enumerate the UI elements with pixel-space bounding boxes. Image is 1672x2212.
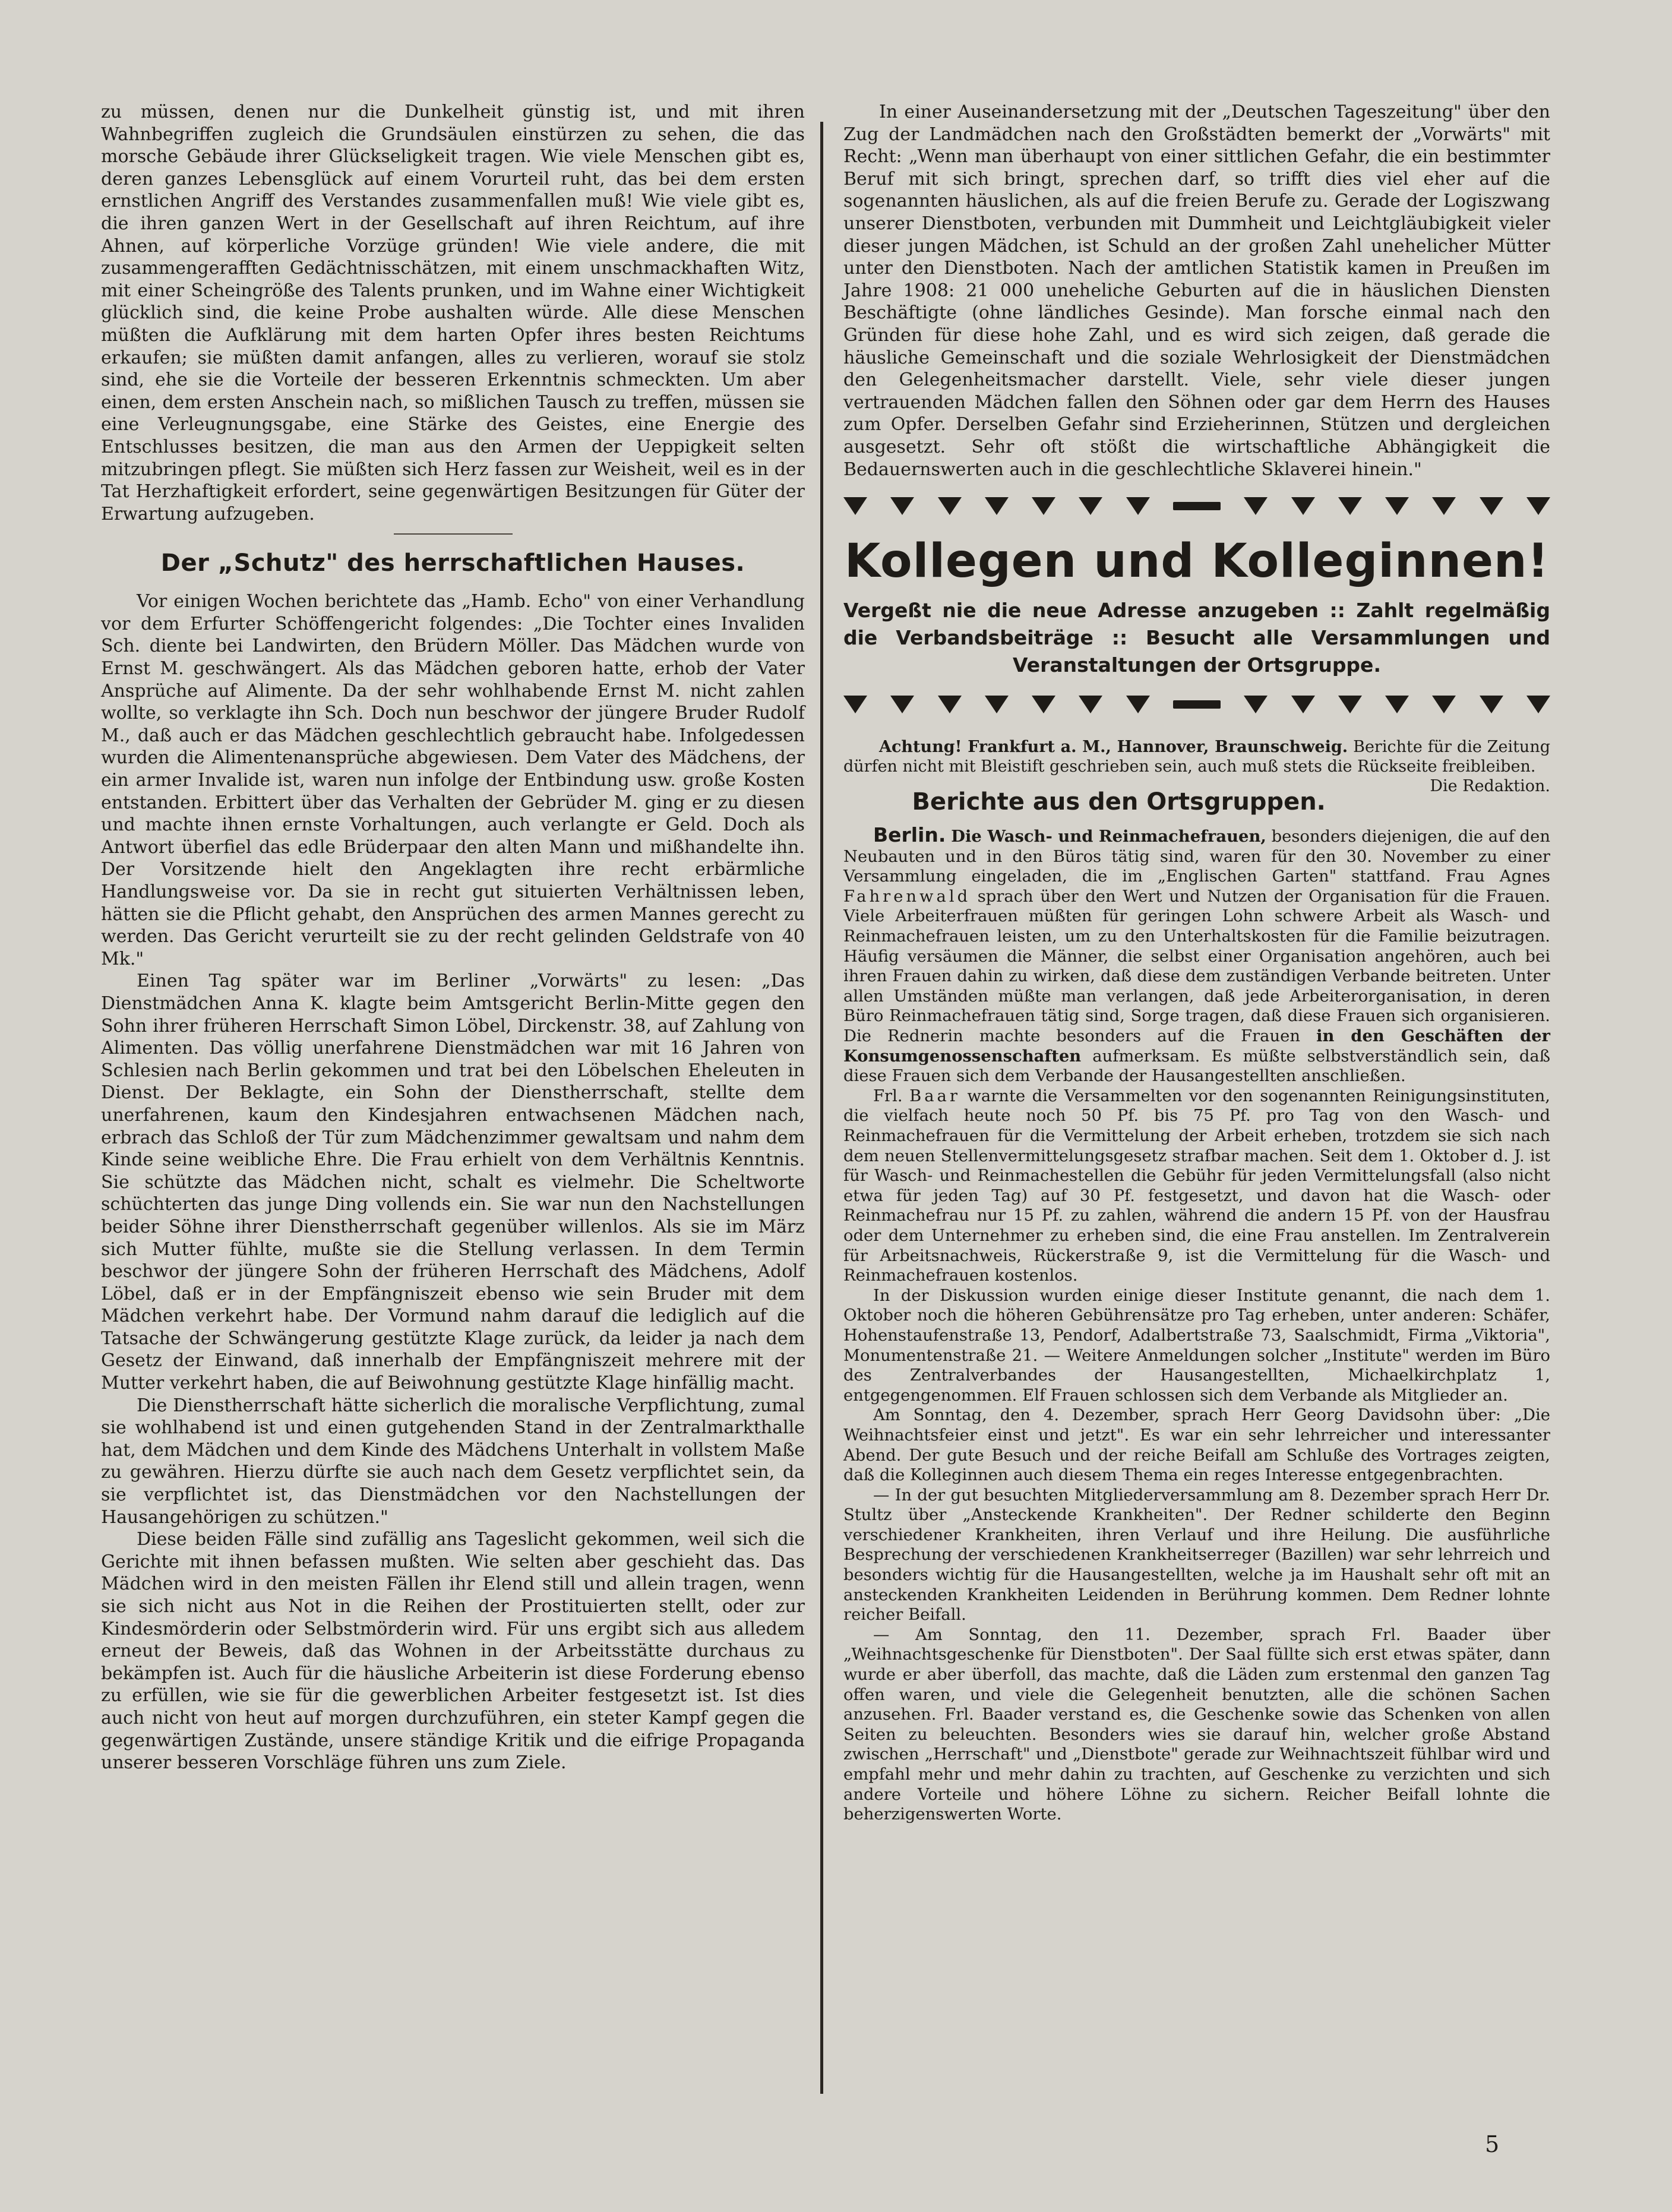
report-paragraph: [843, 1086, 1550, 1286]
notice-bold: Achtung! Frankfurt a. M., Hannover, Braunschweig.: [879, 738, 1348, 757]
left-column: [101, 101, 805, 1774]
report-text: Frl.: [873, 1086, 910, 1105]
report-text: warnte die Versammelten vor den sogenannten Reinigungsinstituten, die vielfach heute noch 50 Pf. bis 75 Pf. pro Tag von den Wasch- und Reinmachefrauen für die Vermittelung der Arbeit erheben, trotzdem sie sich nach dem neuen Stellenvermittelungsgesetz strafbar machen. Seit dem 1. Oktober d. J. ist für Wasch- und Reinmachestellen die Gebühr für jeden Vermittelungsfall (also nicht etwa für jeden Tag) auf 30 Pf. festgesetzt, und davon hat die Wasch- oder Reinmachefrau nur 15 Pf. zu zahlen, während die andern 15 Pf. von der Hausfrau oder dem Unternehmer zu erheben sind, die eine Frau anstellen. Im Zentralverein für Arbeitsnachweis, Rückerstraße 9, ist die Vermittelung für die Wasch- und Reinmachefrauen kostenlos.: [843, 1086, 1550, 1285]
quote-paragraph: In einer Auseinandersetzung mit der „Deutschen Tageszeitung" über den Zug der Landmädchen nach den Großstädten bemerkt der „Vorwärts" mit Recht: „Wenn man überhaupt von einer sittlichen Gefahr, die ein bestimmter Beruf mit sich bringt, sprechen darf, so trifft dies viel eher auf die sogenannten häuslichen, als auf die freien Berufe zu. Gerade der Logiszwang unserer Dienstboten, verbunden mit Dummheit und Leichtgläubigkeit vieler dieser jungen Mädchen, ist Schuld an der großen Zahl unehelicher Mütter unter den Dienstboten. Nach der amtlichen Statistik kamen in Preußen im Jahre 1908: 21 000 uneheliche Geburten auf die in häuslichen Diensten Beschäftigte (ohne ländliches Gesinde). Man forsche einmal nach den Gründen für diese hohe Zahl, und es wird sich zeigen, daß gerade die häusliche Gemeinschaft und die soziale Wehrlosigkeit der Dienstmädchen den Gelegenheitsmacher darstellt. Viele, sehr viele dieser jungen vertrauenden Mädchen fallen den Söhnen oder gar dem Herrn des Hauses zum Opfer. Derselben Gefahr sind Erzieherinnen, Stützen und dergleichen ausgesetzt. Sehr oft stößt die wirtschaftliche Abhängigkeit die Bedauernswerten auch in die geschlechtliche Sklaverei hinein.": [843, 102, 1550, 480]
notice-signature: Die Redaktion.: [1430, 777, 1550, 796]
report-paragraph: In der Diskussion wurden einige dieser Institute genannt, die nach dem 1. Oktober noch die höheren Gebührensätze pro Tag erheben, unter anderen: Schäfer, Hohenstaufenstraße 13, Pendorf, Adalbertstraße 73, Saalschmidt, Firma „Viktoria", Monumentenstraße 21. — Weitere Anmeldungen solcher „Institute" werden im Büro des Zentralverbandes der Hausangestellten, Michaelkirchplatz 1, entgegengenommen. Elf Frauen schlossen sich dem Verbande als Mitglieder an.: [843, 1286, 1550, 1405]
section-divider: [394, 533, 513, 535]
city-name: Berlin.: [873, 823, 946, 847]
ornament-border-top: [843, 497, 1550, 517]
article-paragraph: Diese beiden Fälle sind zufällig ans Tageslicht gekommen, weil sich die Gerichte mit ihnen befassen mußten. Wie selten aber geschieht das. Das Mädchen wird in den meisten Fällen ihr Elend still und allein tragen, wenn sie sich nicht aus Not in die Reihen der Prostituierten stellt, oder zur Kindesmörderin oder Selbstmörderin wird. Für uns ergibt sich aus alledem erneut der Beweis, daß das Wohnen in der Arbeitsstätte durchaus zu bekämpfen ist. Auch für die häusliche Arbeiterin ist diese Forderung ebenso zu erfüllen, wie sie für die gewerblichen Arbeiter festgesetzt ist. Ist dies auch nicht von heut auf morgen durchzuführen, ein steter Kampf gegen die gegenwärtigen Zustände, unsere ständige Kritik und die eifrige Propaganda unserer besseren Vorschläge führen uns zum Ziele.: [101, 1529, 805, 1774]
article-continuation: zu müssen, denen nur die Dunkelheit günstig ist, und mit ihren Wahnbegriffen zugleich die Grundsäulen einstürzen zu sehen, die das morsche Gebäude ihrer Glückseligkeit tragen. Wie viele Menschen gibt es, deren ganzes Lebensglück auf einem Vorurteil ruht, das bei dem ersten ernstlichen Angriff des Verstandes zusammenfallen muß! Wie viele gibt es, die ihren ganzen Wert in der Gesellschaft auf ihren Reichtum, auf ihre Ahnen, auf körperliche Vorzüge gründen! Wie viele andere, die mit zusammengerafften Gedächtnisschätzen, mit einem unschmackhaften Witz, mit einer Scheingröße des Talents prunken, und im Wahne einer Wichtigkeit glücklich sind, die keine Probe aushalten würde. Alle diese Menschen müßten die Aufklärung mit dem harten Opfer ihres besten Reichtums erkaufen; sie müßten damit anfangen, alles zu verlieren, worauf sie stolz sind, ehe sie die Vorteile der besseren Erkenntnis schmeckten. Um aber einen, dem ersten Anschein nach, so mißlichen Tausch zu treffen, müssen sie eine Verleugnungsgabe, eine Stärke des Geistes, eine Energie des Entschlusses besitzen, die man aus den Armen der Ueppigkeit selten mitzubringen pflegt. Sie müßten sich Herz fassen zur Weisheit, weil es in der Tat Herzhaftigkeit erfordert, seine gegenwärtigen Besitzungen für Güter der Erwartung aufzugeben.: [101, 102, 805, 524]
report-bold: in den Geschäften der Konsumgenossenschaften: [843, 1026, 1550, 1066]
report-text: sprach über den Wert und Nutzen der Organisation für die Frauen. Viele Arbeiterfrauen müßten für geringen Lohn schwere Arbeit als Wasch- und Reinmachefrauen leisten, um zu den Unterhaltskosten für die Familie beizutragen. Häufig versäumen die Männer, die selbst einer Organisation angehören, auch bei ihren Frauen dahin zu wirken, daß diese dem zuständigen Verbande beitreten. Unter allen Umständen müßte man verlangen, daß jede Arbeiterorganisation, in deren Büro Reinmachefrauen tätig sind, Sorge tragen, daß diese Frauen sich organisieren. Die Rednerin machte besonders auf die Frauen: [843, 887, 1550, 1046]
report-paragraph: [843, 825, 1550, 1086]
article-paragraph: Einen Tag später war im Berliner „Vorwärts" zu lesen: „Das Dienstmädchen Anna K. klagte beim Amtsgericht Berlin-Mitte gegen den Sohn ihrer früheren Herrschaft Simon Löbel, Dirckenstr. 38, auf Zahlung von Alimenten. Das völlig unerfahrene Dienstmädchen war mit 16 Jahren von Schlesien nach Berlin gekommen und trat bei den Löbelschen Eheleuten in Dienst. Der Beklagte, ein Sohn der Dienstherrschaft, stellte dem unerfahrenen, kaum den Kindesjahren entwachsenen Mädchen nach, erbrach das Schloß der Tür zum Mädchenzimmer gewaltsam und nahm dem Kinde seine weibliche Ehre. Die Frau erhielt von dem Verhältnis Kenntnis. Sie schützte das Mädchen nicht, schalt es vielmehr. Die Scheltworte schüchterten das junge Ding vollends ein. Sie war nun den Nachstellungen beider Söhne ihrer Dienstherrschaft gegenüber willenlos. Als sie im März sich Mutter fühlte, mußte sie die Stellung verlassen. In dem Termin beschwor der jüngere Sohn der früheren Herrschaft des Mädchens, Adolf Löbel, daß er in der Empfängniszeit ebenso wie sein Bruder mit dem Mädchen verkehrt habe. Der Vormund nahm darauf die lediglich auf die Tatsache der Schwängerung gestützte Klage zurück, da leider ja nach dem Gesetz der Einwand, daß innerhalb der Empfängniszeit mehrere mit der Mutter verkehrt haben, die auf Beiwohnung gestützte Klage hinfällig macht.: [101, 971, 805, 1394]
banner-title: Kollegen und Kolleginnen!: [844, 535, 1550, 589]
article-headline: Der „Schutz" des herrschaftlichen Hauses.: [160, 549, 745, 577]
page-number: 5: [1485, 2131, 1500, 2157]
ornament-border-bottom: [843, 696, 1550, 716]
report-paragraph: — Am Sonntag, den 11. Dezember, sprach Frl. Baader über „Weihnachtsgeschenke für Dienstboten". Der Saal füllte sich erst etwas später, dann wurde er aber überfoll, das machte, daß die Läden zum erstenmal den ganzen Tag offen waren, und viele die Gelegenheit benutzten, alle die schönen Sachen anzusehen. Frl. Baader verstand es, die Geschenke sowie das Schenken von allen Seiten zu beleuchten. Besonders wies sie darauf hin, welcher große Abstand zwischen „Herrschaft" und „Dienstbote" gerade zur Weihnachtszeit fühlbar wird und empfahl mehr und mehr dahin zu trachten, auf Geschenke zu verzichten und sich andere Vorteile und höhere Löhne zu sichern. Reicher Beifall lohnte die beherzigenswerten Worte.: [843, 1625, 1550, 1824]
article-paragraph: Vor einigen Wochen berichtete das „Hamb. Echo" von einer Verhandlung vor dem Erfurter Schöffengericht folgendes: „Die Tochter eines Invaliden Sch. diente bei Landwirten, den Brüdern Möller. Das Mädchen wurde von Ernst M. geschwängert. Als das Mädchen geboren hatte, erhob der Vater Ansprüche auf Alimente. Da der sehr wohlhabende Ernst M. nicht zahlen wollte, so verklagte ihn Sch. Doch nun beschwor der jüngere Bruder Rudolf M., daß auch er das Mädchen geschlechtlich gebraucht habe. Infolgedessen wurden die Alimentenansprüche abgewiesen. Dem Vater des Mädchens, der ein armer Invalide ist, waren nun infolge der Entbindung usw. große Kosten entstanden. Erbittert über das Verhalten der Gebrüder M. ging er zu diesen und machte ihnen ernste Vorhaltungen, auch verlangte er Geld. Doch als Antwort überfiel das edle Brüderpaar den alten Mann und mißhandelte ihn. Der Vorsitzende hielt den Angeklagten ihre recht erbärmliche Handlungsweise vor. Da sie in recht gut situierten Verhältnissen leben, hätten sie die Pflicht gehabt, den Ansprüchen des armen Mannes gerecht zu werden. Das Gericht verurteilt sie zu der recht gelinden Geldstrafe von 40 Mk.": [101, 591, 805, 969]
berlin-report: [843, 825, 1550, 1825]
reports-heading: Berichte aus den Ortsgruppen.: [912, 788, 1326, 816]
report-bold: Die Wasch- und Reinmachefrauen,: [951, 827, 1266, 846]
column-rule: [820, 122, 823, 2094]
article-paragraph: Die Dienstherrschaft hätte sicherlich die moralische Verpflichtung, zumal sie wohlhabend ist und einen gutgehenden Stand in der Zentralmarkthalle hat, dem Mädchen und dem Kinde des Mädchens Unterhalt in vollstem Maße zu gewähren. Hierzu dürfte sie auch nach dem Gesetz verpflichtet sein, da sie verpflichtet ist, das Dienstmädchen vor den Nachstellungen der Hausangehörigen zu schützen.": [101, 1395, 805, 1528]
report-text: aufmerksam. Es müßte selbstverständlich sein, daß diese Frauen sich dem Verbande der Hausangestellten anschließen.: [843, 1047, 1550, 1086]
report-paragraph: — In der gut besuchten Mitgliederversammlung am 8. Dezember sprach Herr Dr. Stultz über „Ansteckende Krankheiten". Der Redner schilderte den Beginn verschiedener Krankheiten, ihren Verlauf und ihre Heilung. Die ausführliche Besprechung der verschiedenen Krankheitserreger (Bazillen) war sehr lehrreich und besonders wichtig für die Hausangestellten, welche ja im Haushalt sehr oft mit an ansteckenden Krankheiten Leidenden in Berührung kommen. Dem Redner lohnte reicher Beifall.: [843, 1486, 1550, 1625]
notice-text: Berichte für die Zeitung dürfen nicht mit Bleistift geschrieben sein, auch muß stets die Rückseite freibleiben.: [843, 738, 1550, 776]
speaker-name: Fahrenwald: [843, 887, 971, 906]
report-text: besonders diejenigen, die auf den Neubauten und in den Büros tätig sind, waren für den 30. November zu einer Versammlung eingeladen, die im „Englischen Garten" stattfand. Frau Agnes: [843, 827, 1550, 886]
report-paragraph: Am Sonntag, den 4. Dezember, sprach Herr Georg Davidsohn über: „Die Weihnachtsfeier einst und jetzt". Es war ein sehr lehrreicher und interessanter Abend. Der gute Besuch und der reiche Beifall am Schluße des Vortrages zeigten, daß die Kolleginnen auch diesem Thema ein reges Interesse entgegenbrachten.: [843, 1406, 1550, 1485]
speaker-name: Baar: [909, 1086, 960, 1105]
banner-text: Vergeßt nie die neue Adresse anzugeben :: Zahlt regelmäßig die Verbandsbeiträge :: Besucht alle Versammlungen und Veranstaltungen der Ortsgruppe.: [843, 599, 1550, 677]
editorial-notice: [843, 737, 1550, 796]
right-column: [843, 101, 1550, 1825]
